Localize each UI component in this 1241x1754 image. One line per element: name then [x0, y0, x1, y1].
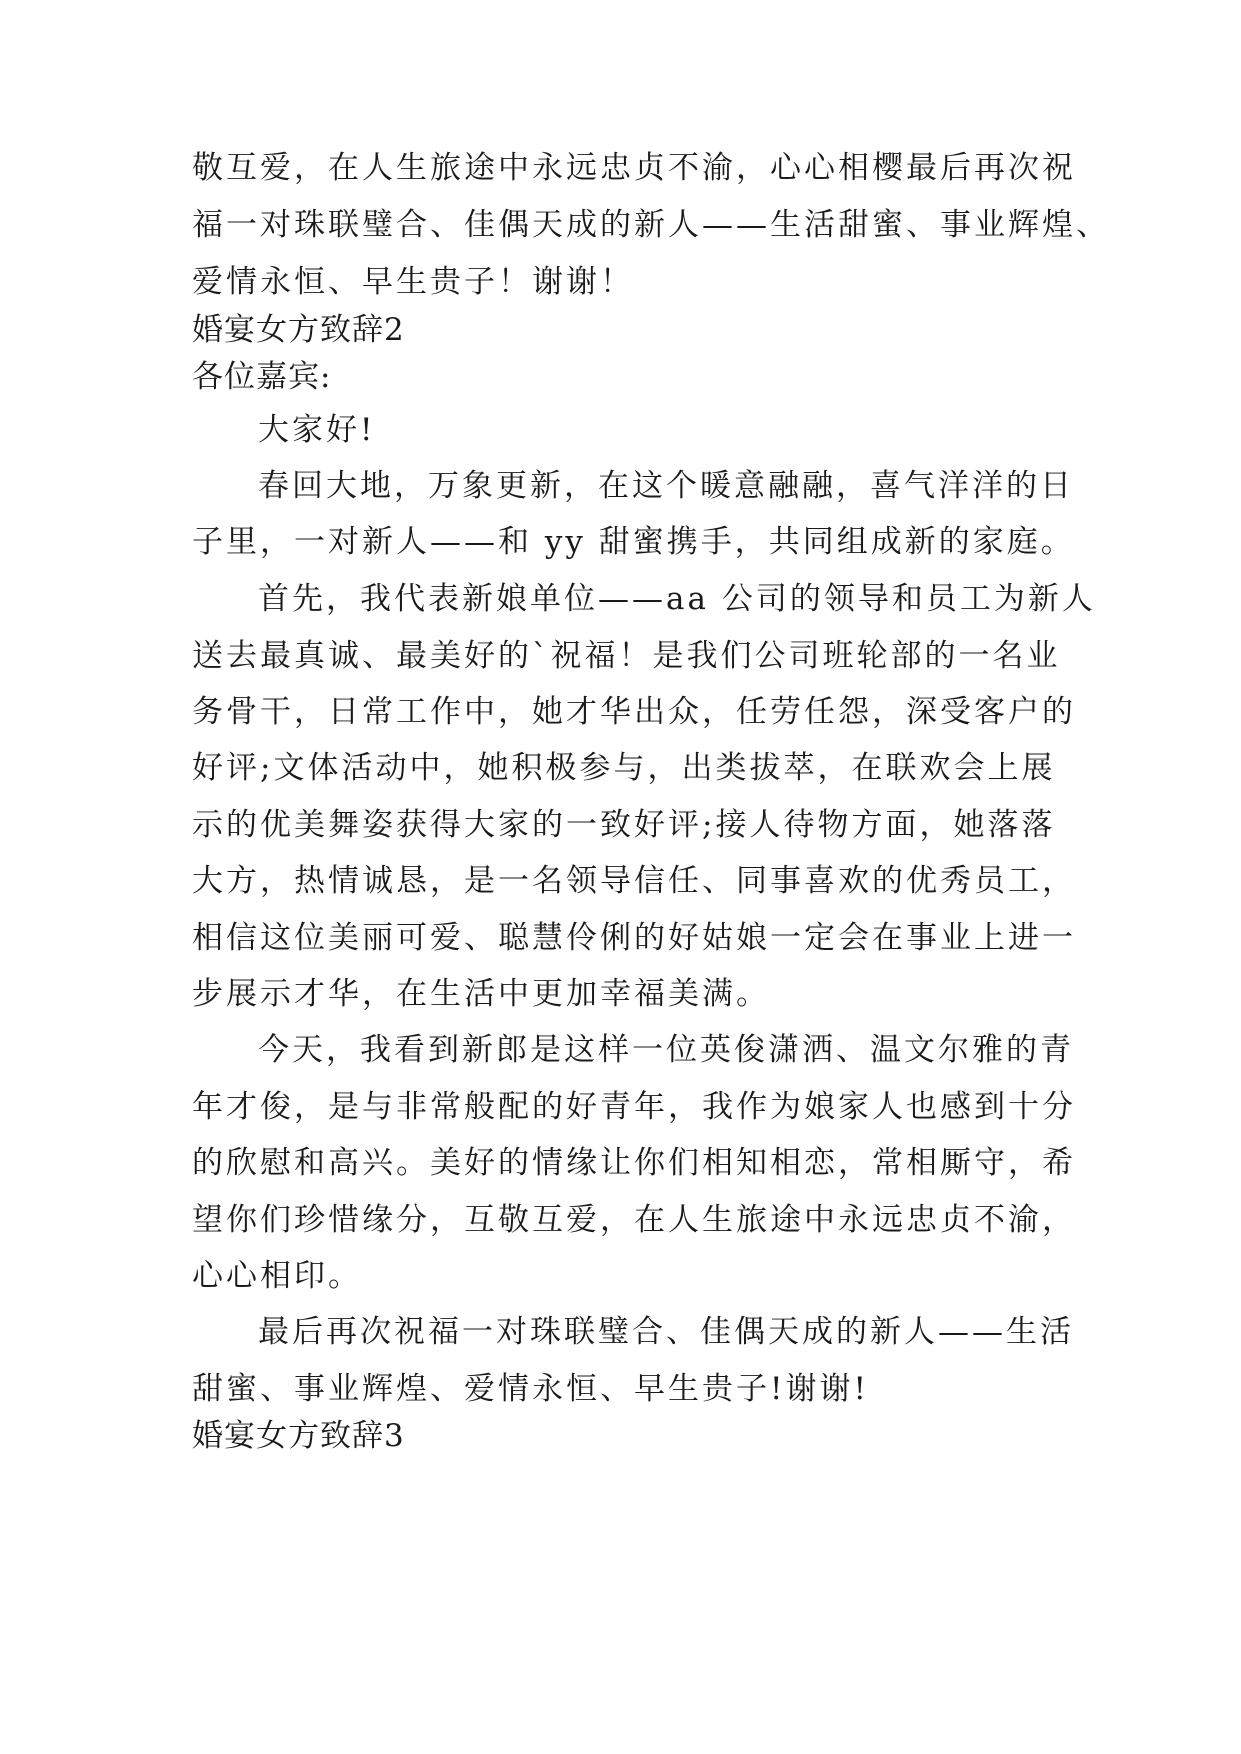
- paragraph-line: 送去最真诚、最美好的`祝福！是我们公司班轮部的一名业: [192, 638, 1061, 674]
- paragraph-line: 步展示才华，在生活中更加幸福美满。: [192, 976, 770, 1012]
- paragraph-line: 望你们珍惜缘分，互敬互爱，在人生旅途中永远忠贞不渝，: [192, 1202, 1076, 1238]
- paragraph-line: 务骨干，日常工作中，她才华出众，任劳任怨，深受客户的: [192, 694, 1076, 730]
- paragraph-line: 福一对珠联璧合、佳偶天成的新人——生活甜蜜、事业辉煌、: [192, 207, 1110, 243]
- paragraph-line: 的欣慰和高兴。美好的情缘让你们相知相恋，常相厮守，希: [192, 1145, 1076, 1181]
- paragraph-line: 最后再次祝福一对珠联璧合、佳偶天成的新人——生活: [258, 1314, 1074, 1350]
- paragraph-line: 好评;文体活动中，她积极参与，出类拔萃，在联欢会上展: [192, 750, 1056, 786]
- paragraph-line: 爱情永恒、早生贵子！谢谢！: [192, 264, 634, 300]
- paragraph-line: 年才俊，是与非常般配的好青年，我作为娘家人也感到十分: [192, 1089, 1076, 1125]
- paragraph-line: 相信这位美丽可爱、聪慧伶俐的好姑娘一定会在事业上进一: [192, 920, 1076, 956]
- paragraph-line: 敬互爱，在人生旅途中永远忠贞不渝，心心相樱最后再次祝: [192, 150, 1076, 186]
- paragraph-line: 今天，我看到新郎是这样一位英俊潇洒、温文尔雅的青: [258, 1032, 1074, 1068]
- paragraph-line: 甜蜜、事业辉煌、爱情永恒、早生贵子!谢谢!: [192, 1371, 869, 1407]
- paragraph-line: 首先，我代表新娘单位——aa 公司的领导和员工为新人: [258, 581, 1096, 617]
- paragraph-line: 心心相印。: [192, 1258, 362, 1294]
- section-heading: 婚宴女方致辞3: [192, 1418, 405, 1454]
- greeting-line: 大家好!: [258, 412, 376, 448]
- paragraph-line: 子里，一对新人——和 yy 甜蜜携手，共同组成新的家庭。: [192, 524, 1075, 560]
- paragraph-line: 春回大地，万象更新，在这个暖意融融，喜气洋洋的日: [258, 468, 1074, 504]
- section-heading: 婚宴女方致辞2: [192, 312, 405, 348]
- paragraph-line: 大方，热情诚恳，是一名领导信任、同事喜欢的优秀员工，: [192, 863, 1076, 899]
- salutation: 各位嘉宾:: [192, 359, 332, 395]
- paragraph-line: 示的优美舞姿获得大家的一致好评;接人待物方面，她落落: [192, 807, 1056, 843]
